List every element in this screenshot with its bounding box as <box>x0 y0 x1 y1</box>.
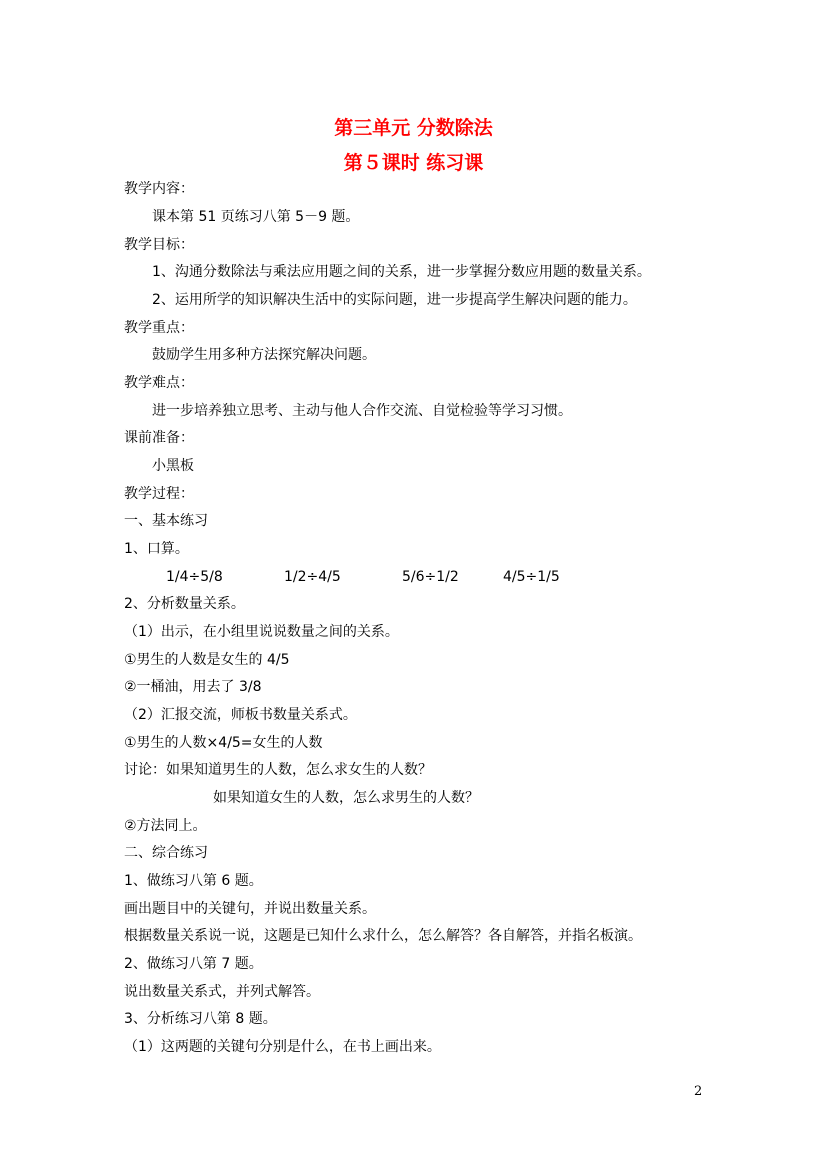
item-exercise-6-b: 根据数量关系说一说，这题是已知什么求什么，怎么解答？各自解答，并指名板演。 <box>124 928 642 944</box>
section-basic-practice: 一、基本练习 <box>124 513 208 529</box>
difficulty-label: 教学难点： <box>124 375 194 391</box>
lesson-subtitle: 第５课时 练习课 <box>343 152 484 174</box>
content-text: 课本第 51 页练习八第 5－9 题。 <box>152 209 360 225</box>
goal-2: 2、运用所学的知识解决生活中的实际问题，进一步提高学生解决问题的能力。 <box>152 292 637 308</box>
example-1: ①男生的人数是女生的 4/5 <box>124 652 290 668</box>
process-label: 教学过程： <box>124 486 194 502</box>
calc-item: 1/2÷4/5 <box>284 569 341 585</box>
calc-item: 1/4÷5/8 <box>166 569 223 585</box>
item-exercise-8: 3、分析练习八第 8 题。 <box>124 1011 277 1027</box>
prep-label: 课前准备： <box>124 430 194 446</box>
difficulty-text: 进一步培养独立思考、主动与他人合作交流、自觉检验等学习习惯。 <box>152 403 572 419</box>
content-label: 教学内容： <box>124 181 194 197</box>
goals-label: 教学目标： <box>124 237 194 253</box>
calc-item: 5/6÷1/2 <box>402 569 459 585</box>
discussion-1: 讨论：如果知道男生的人数，怎么求女生的人数？ <box>124 762 432 778</box>
step-show: （1）出示，在小组里说说数量之间的关系。 <box>124 624 399 640</box>
discussion-2: 如果知道女生的人数，怎么求男生的人数？ <box>213 790 479 806</box>
example-2: ②一桶油，用去了 3/8 <box>124 679 262 695</box>
item-exercise-7: 2、做练习八第 7 题。 <box>124 956 263 972</box>
item-analyze-relation: 2、分析数量关系。 <box>124 596 245 612</box>
item-exercise-6-a: 画出题目中的关键句，并说出数量关系。 <box>124 901 376 917</box>
relation-2: ②方法同上。 <box>124 818 207 834</box>
section-comprehensive-practice: 二、综合练习 <box>124 845 208 861</box>
prep-text: 小黑板 <box>152 458 194 474</box>
key-label: 教学重点： <box>124 320 194 336</box>
relation-1: ①男生的人数×4/5=女生的人数 <box>124 735 323 751</box>
step-report: （2）汇报交流，师板书数量关系式。 <box>124 707 357 723</box>
item-exercise-7-a: 说出数量关系式，并列式解答。 <box>124 984 320 1000</box>
unit-title: 第三单元 分数除法 <box>334 117 493 139</box>
calc-item: 4/5÷1/5 <box>503 569 560 585</box>
goal-1: 1、沟通分数除法与乘法应用题之间的关系，进一步掌握分数应用题的数量关系。 <box>152 264 651 280</box>
page-number: 2 <box>694 1084 703 1099</box>
item-exercise-6: 1、做练习八第 6 题。 <box>124 873 263 889</box>
key-text: 鼓励学生用多种方法探究解决问题。 <box>152 347 376 363</box>
item-mental-math: 1、口算。 <box>124 541 189 557</box>
item-exercise-8-a: （1）这两题的关键句分别是什么，在书上画出来。 <box>124 1039 441 1055</box>
